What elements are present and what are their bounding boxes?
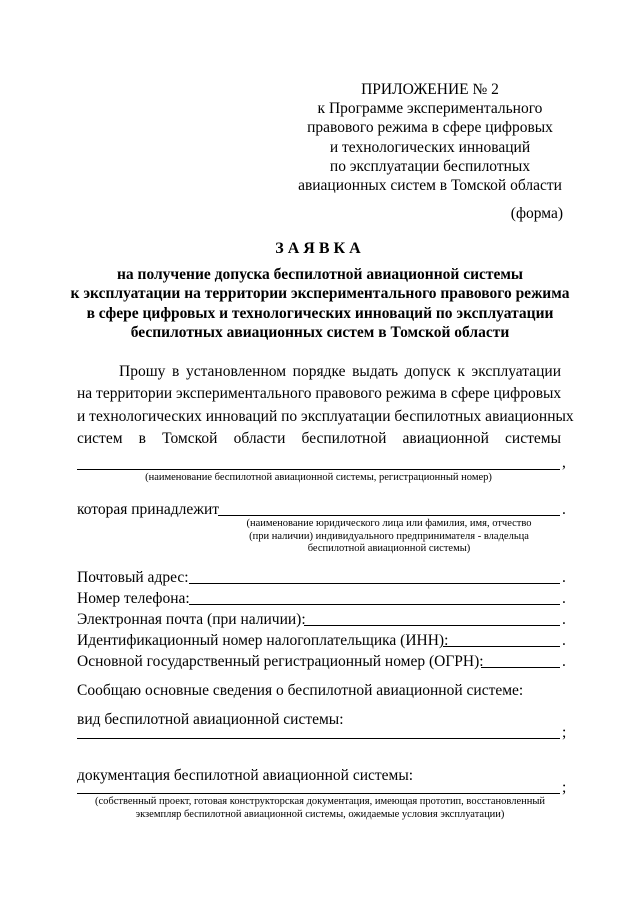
system-type-field[interactable] xyxy=(77,738,560,739)
system-name-hint xyxy=(77,472,560,485)
system-name-field[interactable] xyxy=(77,469,560,470)
period-mark: . xyxy=(562,653,566,670)
phone-field[interactable] xyxy=(189,604,560,605)
appendix-line: правового режима в сфере цифровых xyxy=(307,119,553,137)
intro-line: и технологических инноваций по эксплуатации беспилотных авиационных xyxy=(77,407,574,425)
subtitle-line: к эксплуатации на территории экспериментального правового режима xyxy=(70,285,570,303)
documentation-label: документация беспилотной авиационной системы: xyxy=(77,767,414,784)
owner-hint xyxy=(218,518,560,556)
semicolon-mark: ; xyxy=(562,779,567,796)
email-label: Электронная почта (при наличии): xyxy=(77,611,306,628)
semicolon-mark: ; xyxy=(562,724,567,741)
email-field[interactable] xyxy=(304,625,560,626)
documentation-field[interactable] xyxy=(77,793,560,794)
inn-label: Идентификационный номер налогоплательщика (ИНН): xyxy=(77,632,449,649)
owner-field[interactable] xyxy=(218,515,560,516)
appendix-line: ПРИЛОЖЕНИЕ № 2 xyxy=(361,81,499,98)
period-mark: . xyxy=(562,632,566,649)
subtitle-line: в сфере цифровых и технологических инноваций по эксплуатации xyxy=(86,304,554,322)
intro-line: на территории экспериментального правового режима в сфере цифровых xyxy=(77,385,562,403)
document-subtitle xyxy=(60,265,580,342)
info-intro: Сообщаю основные сведения о беспилотной авиационной системе: xyxy=(77,682,524,699)
hint-text: (при наличии) индивидуального предпринимателя - владельца xyxy=(249,530,529,542)
appendix-header xyxy=(290,80,570,195)
intro-paragraph xyxy=(77,361,574,450)
period-mark: . xyxy=(562,501,566,518)
appendix-line: по эксплуатации беспилотных xyxy=(329,157,531,175)
period-mark: . xyxy=(562,590,566,607)
appendix-line: и технологических инноваций xyxy=(329,138,531,156)
form-label: (форма) xyxy=(510,205,563,222)
appendix-line: авиационных систем в Томской области xyxy=(298,177,562,195)
hint-text: (наименование беспилотной авиационной системы, регистрационный номер) xyxy=(145,472,492,483)
postal-address-label: Почтовый адрес: xyxy=(77,569,189,586)
period-mark: . xyxy=(562,611,566,628)
phone-label: Номер телефона: xyxy=(77,590,190,607)
subtitle-line: на получение допуска беспилотной авиационной системы xyxy=(116,266,524,283)
hint-text: (собственный проект, готовая конструкторская документация, имеющая прототип, восстановленный xyxy=(94,796,546,807)
system-type-label: вид беспилотной авиационной системы: xyxy=(77,711,344,728)
comma-mark: , xyxy=(562,454,566,471)
inn-field[interactable] xyxy=(443,646,560,647)
ogrn-field[interactable] xyxy=(481,667,560,668)
documentation-hint xyxy=(60,796,580,821)
hint-text: экземпляр беспилотной авиационной системы, ожидаемые условия эксплуатации) xyxy=(135,808,505,820)
intro-line: Прошу в установленном порядке выдать допуск к эксплуатации xyxy=(119,363,561,380)
ogrn-label: Основной государственный регистрационный номер (ОГРН): xyxy=(77,653,484,670)
intro-line: систем в Томской области беспилотной авиационной системы xyxy=(77,429,561,447)
owner-label: которая принадлежит xyxy=(77,501,220,518)
period-mark: . xyxy=(562,569,566,586)
appendix-line: к Программе экспериментального xyxy=(317,100,543,118)
hint-text: (наименование юридического лица или фамилия, имя, отчество xyxy=(246,518,532,529)
hint-text: беспилотной авиационной системы) xyxy=(307,543,471,554)
subtitle-line: беспилотных авиационных систем в Томской области xyxy=(130,323,510,341)
postal-address-field[interactable] xyxy=(189,583,560,584)
document-title: ЗАЯВКА xyxy=(275,240,365,257)
